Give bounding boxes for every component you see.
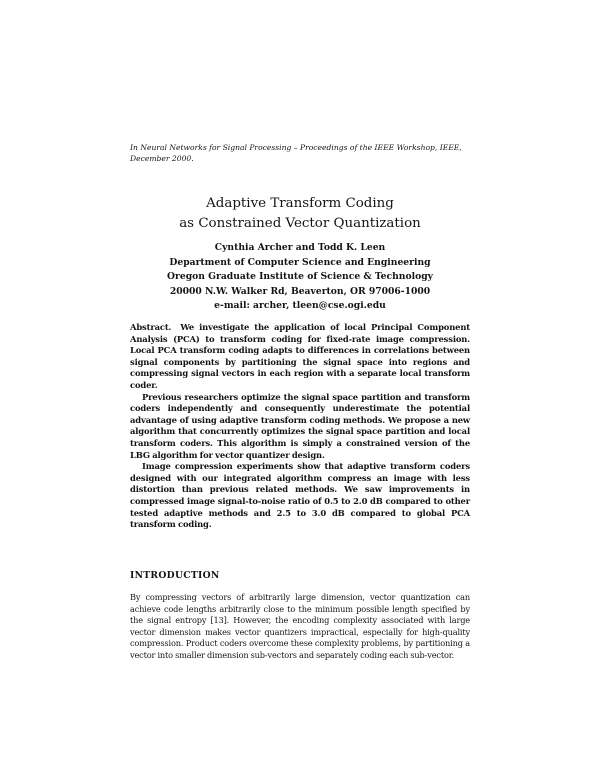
publication-venue: Neural Networks for Signal Processing – Proceedings of the IEEE Workshop, IEEE, December 2000. bbox=[130, 143, 462, 163]
author-email: e-mail: archer, tleen@cse.ogi.edu bbox=[214, 300, 386, 312]
title-line-2: as Constrained Vector Quantization bbox=[179, 216, 421, 231]
author-institution: Oregon Graduate Institute of Science & Technology bbox=[167, 271, 433, 283]
abstract-paragraph-3: Image compression experiments show that adaptive transform coders designed with our integrated algorithm compress an image with less distortion than previous related methods. We saw improvements in compressed image signal-to-noise ratio of 0.5 to 2.0 dB compared to other tested adaptive methods and 2.5 to 3.0 dB compared to global PCA transform coding. bbox=[130, 461, 470, 530]
abstract-paragraph-2: Previous researchers optimize the signal space partition and transform coders independently and consequently underestimate the potential advantage of using adaptive transform coding methods. We propose a new algorithm that concurrently optimizes the signal space partition and local transform coders. This algorithm is simply a constrained version of the LBG algorithm for vector quantizer design. bbox=[130, 391, 470, 460]
author-block bbox=[130, 241, 470, 314]
paper-title bbox=[130, 194, 470, 234]
abstract-paragraph-1 bbox=[130, 322, 470, 392]
author-address: 20000 N.W. Walker Rd, Beaverton, OR 97006-1000 bbox=[169, 285, 431, 297]
section-heading-introduction: INTRODUCTION bbox=[130, 570, 220, 581]
introduction-paragraph: By compressing vectors of arbitrarily large dimension, vector quantization can achieve code lengths arbitrarily close to the minimum possible length specified by the signal entropy [13]. However, the encoding complexity associated with large vector dimension makes vector quantizers impractical, especially for high-quality compression. Product coders overcome these complexity problems, by partitioning a vector into smaller dimension sub-vectors and separately coding each sub-vector. bbox=[130, 592, 470, 660]
abstract-text-1: We investigate the application of local Principal Component Analysis (PCA) to transform coding for fixed-rate image compression. Local PCA transform coding adapts to differences in correlations between signal components by partitioning the signal space into regions and compressing signal vectors in each region with a separate local transform coder. bbox=[130, 322, 470, 390]
abstract-label: Abstract. bbox=[130, 322, 172, 332]
author-names: Cynthia Archer and Todd K. Leen bbox=[214, 242, 386, 253]
abstract bbox=[130, 322, 470, 531]
author-department: Department of Computer Science and Engineering bbox=[169, 256, 431, 268]
publication-note bbox=[130, 142, 470, 164]
publication-note-prefix: In bbox=[130, 143, 141, 152]
title-line-1: Adaptive Transform Coding bbox=[206, 196, 394, 211]
